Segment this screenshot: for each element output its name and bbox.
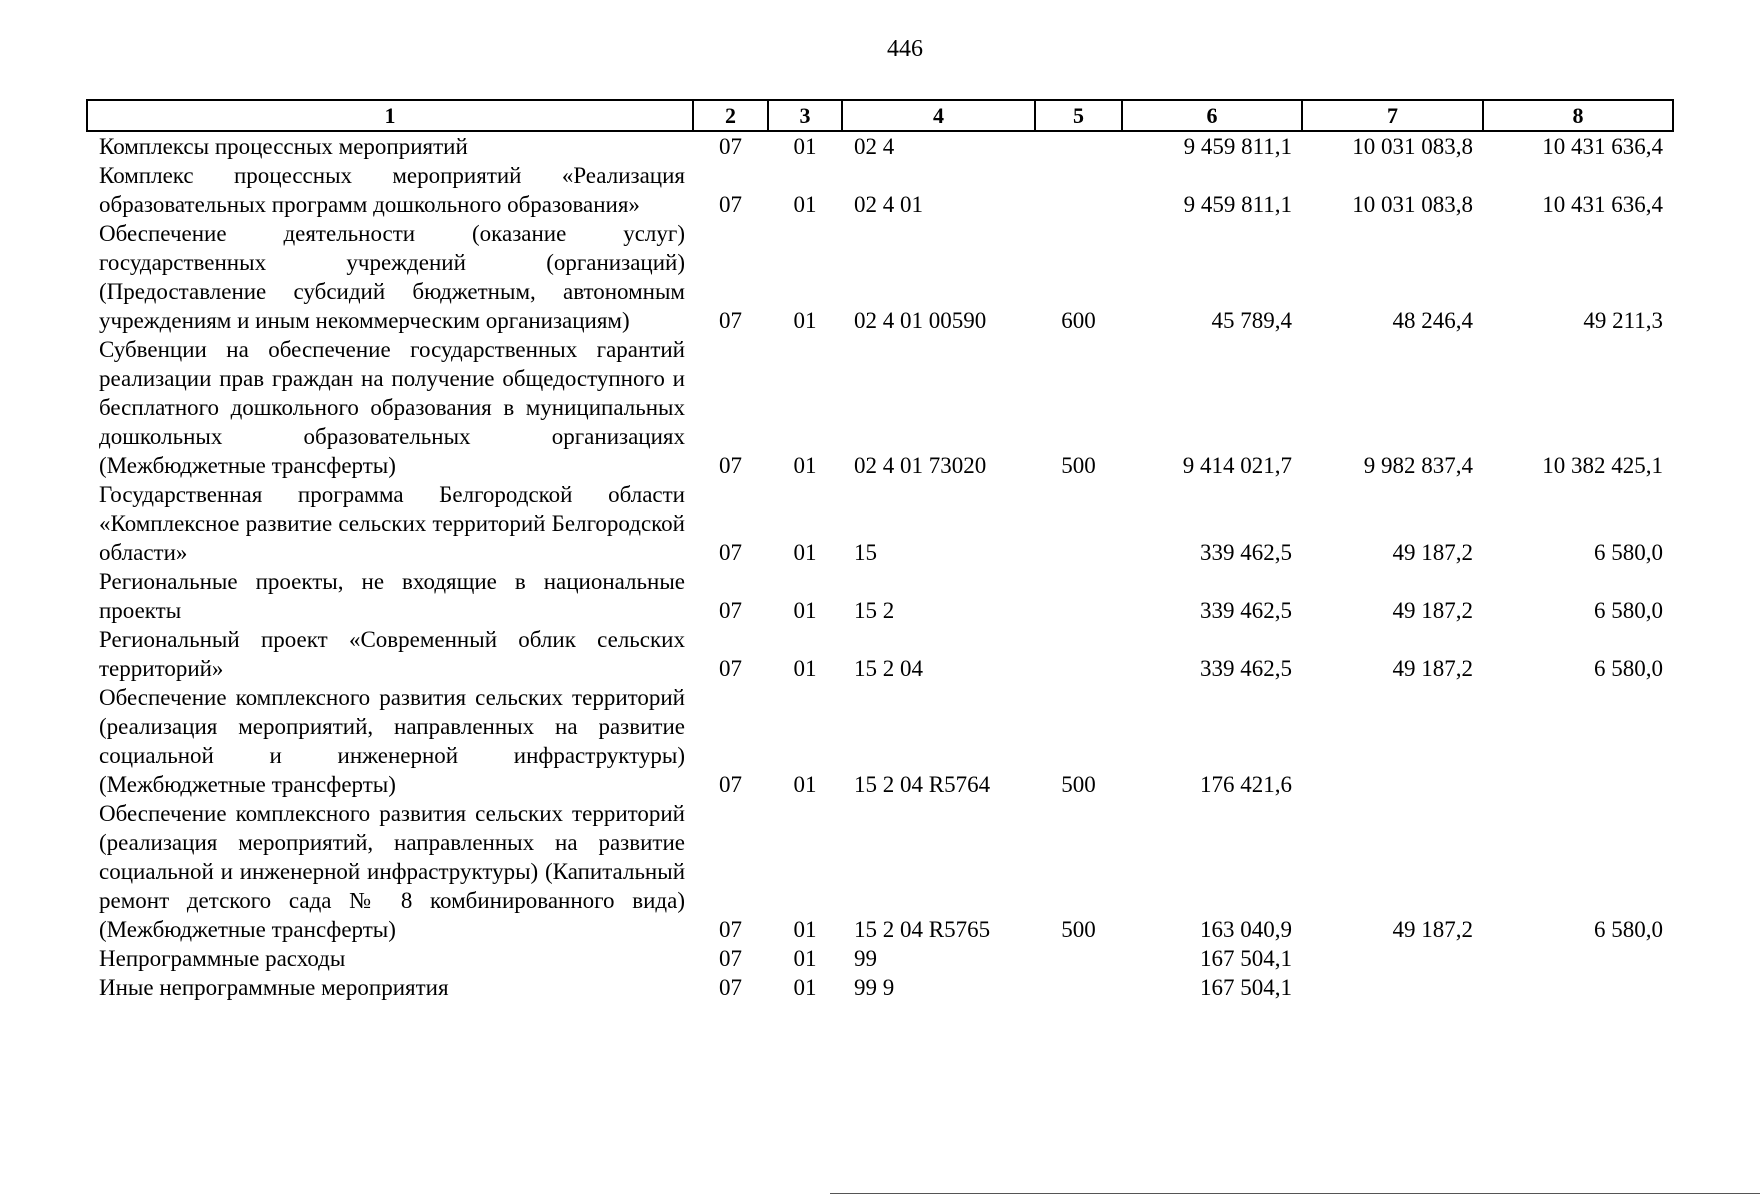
row-target-code: 15 2 04 R5764 bbox=[854, 772, 991, 797]
row-expense-type: 500 bbox=[1061, 772, 1096, 797]
row-expense-type bbox=[1035, 944, 1122, 973]
row-subsection: 01 bbox=[793, 453, 817, 478]
row-name: Субвенции на обеспечение государственных гарантий реализации прав граждан на получение общедоступного и бесплатного дошкольного образования в муниципальных дошкольных образовательных организациях (Межбюджетные трансферты) bbox=[99, 337, 685, 478]
row-expense-type bbox=[1035, 131, 1122, 161]
row-amount-7 bbox=[1302, 683, 1483, 799]
header-col-7: 7 bbox=[1302, 100, 1483, 131]
row-section: 07 bbox=[719, 540, 742, 565]
row-section: 07 bbox=[719, 192, 742, 217]
row-subsection: 01 bbox=[793, 975, 817, 1000]
row-name: Комплексы процессных мероприятий bbox=[99, 134, 468, 159]
row-section: 07 bbox=[719, 656, 742, 681]
row-name: Иные непрограммные мероприятия bbox=[99, 975, 449, 1000]
table-row bbox=[87, 131, 1673, 161]
row-expense-type bbox=[1035, 161, 1122, 219]
row-expense-type: 600 bbox=[1061, 308, 1096, 333]
row-amount-7: 48 246,4 bbox=[1392, 308, 1473, 333]
table-row bbox=[87, 683, 1673, 799]
table-row bbox=[87, 480, 1673, 567]
row-section: 07 bbox=[719, 975, 742, 1000]
row-name: Обеспечение деятельности (оказание услуг) государственных учреждений (организаций) (Предоставление субсидий бюджетным, автономным учреждениям и иным некоммерческим организациям) bbox=[99, 221, 685, 333]
row-section: 07 bbox=[719, 453, 742, 478]
header-col-5: 5 bbox=[1035, 100, 1122, 131]
row-subsection: 01 bbox=[793, 598, 817, 623]
table-row bbox=[87, 161, 1673, 219]
header-col-4: 4 bbox=[842, 100, 1035, 131]
row-amount-7: 49 187,2 bbox=[1392, 598, 1473, 623]
row-name: Региональные проекты, не входящие в национальные проекты bbox=[99, 569, 685, 623]
table-row bbox=[87, 625, 1673, 683]
row-subsection: 01 bbox=[793, 917, 817, 942]
row-amount-8: 6 580,0 bbox=[1594, 598, 1663, 623]
row-name: Обеспечение комплексного развития сельских территорий (реализация мероприятий, направленных на развитие социальной и инженерной инфраструктуры) (Капитальный ремонт детского сада № 8 комбинированного вида) (Межбюджетные трансферты) bbox=[99, 801, 685, 942]
table-row bbox=[87, 335, 1673, 480]
row-section: 07 bbox=[719, 917, 742, 942]
row-amount-6: 167 504,1 bbox=[1200, 946, 1292, 971]
table-row bbox=[87, 944, 1673, 973]
row-name: Государственная программа Белгородской области «Комплексное развитие сельских территорий Белгородской области» bbox=[99, 482, 685, 565]
row-amount-8: 10 431 636,4 bbox=[1542, 192, 1663, 217]
row-expense-type bbox=[1035, 625, 1122, 683]
row-subsection: 01 bbox=[793, 656, 817, 681]
row-target-code: 02 4 01 73020 bbox=[854, 453, 987, 478]
row-subsection: 01 bbox=[793, 192, 817, 217]
row-expense-type: 500 bbox=[1061, 453, 1096, 478]
row-name: Региональный проект «Современный облик сельских территорий» bbox=[99, 627, 685, 681]
header-col-1: 1 bbox=[87, 100, 693, 131]
row-target-code: 99 9 bbox=[854, 975, 895, 1000]
row-target-code: 15 2 04 R5765 bbox=[854, 917, 991, 942]
row-amount-6: 167 504,1 bbox=[1200, 975, 1292, 1000]
row-amount-8 bbox=[1483, 683, 1673, 799]
table-row bbox=[87, 567, 1673, 625]
row-target-code: 15 bbox=[854, 540, 877, 565]
row-amount-8: 6 580,0 bbox=[1594, 540, 1663, 565]
row-amount-6: 9 414 021,7 bbox=[1182, 453, 1292, 478]
budget-table bbox=[86, 99, 1674, 1002]
header-row bbox=[87, 100, 1673, 131]
row-amount-6: 163 040,9 bbox=[1200, 917, 1292, 942]
row-expense-type bbox=[1035, 973, 1122, 1002]
row-amount-8: 6 580,0 bbox=[1594, 917, 1663, 942]
row-amount-8: 49 211,3 bbox=[1583, 308, 1663, 333]
row-target-code: 02 4 01 00590 bbox=[854, 308, 987, 333]
row-expense-type: 500 bbox=[1061, 917, 1096, 942]
row-section: 07 bbox=[719, 134, 742, 159]
row-subsection: 01 bbox=[793, 540, 817, 565]
table-row bbox=[87, 973, 1673, 1002]
row-name: Обеспечение комплексного развития сельских территорий (реализация мероприятий, направленных на развитие социальной и инженерной инфраструктуры) (Межбюджетные трансферты) bbox=[99, 685, 685, 797]
row-amount-8 bbox=[1483, 944, 1673, 973]
row-amount-6: 9 459 811,1 bbox=[1183, 134, 1292, 159]
row-target-code: 15 2 04 bbox=[854, 656, 923, 681]
row-amount-6: 339 462,5 bbox=[1200, 540, 1292, 565]
row-subsection: 01 bbox=[793, 946, 817, 971]
row-section: 07 bbox=[719, 946, 742, 971]
row-amount-8 bbox=[1483, 973, 1673, 1002]
row-amount-8: 10 431 636,4 bbox=[1542, 134, 1663, 159]
header-col-8: 8 bbox=[1483, 100, 1673, 131]
row-target-code: 99 bbox=[854, 946, 877, 971]
row-expense-type bbox=[1035, 480, 1122, 567]
table-body bbox=[87, 131, 1673, 1002]
row-amount-8: 6 580,0 bbox=[1594, 656, 1663, 681]
row-amount-7: 9 982 837,4 bbox=[1363, 453, 1473, 478]
row-amount-7: 49 187,2 bbox=[1392, 917, 1473, 942]
row-amount-7: 10 031 083,8 bbox=[1352, 192, 1473, 217]
row-amount-7: 49 187,2 bbox=[1392, 540, 1473, 565]
header-col-3: 3 bbox=[768, 100, 842, 131]
row-section: 07 bbox=[719, 308, 742, 333]
row-expense-type bbox=[1035, 567, 1122, 625]
header-col-2: 2 bbox=[693, 100, 768, 131]
page-number: 446 bbox=[887, 36, 923, 62]
page-edge-line bbox=[830, 1193, 1760, 1194]
row-name: Комплекс процессных мероприятий «Реализация образовательных программ дошкольного образования» bbox=[99, 163, 685, 217]
row-amount-6: 45 789,4 bbox=[1211, 308, 1292, 333]
row-amount-7 bbox=[1302, 973, 1483, 1002]
row-subsection: 01 bbox=[793, 772, 817, 797]
row-amount-7 bbox=[1302, 944, 1483, 973]
row-amount-6: 339 462,5 bbox=[1200, 656, 1292, 681]
table-row bbox=[87, 799, 1673, 944]
row-subsection: 01 bbox=[793, 134, 817, 159]
row-target-code: 02 4 01 bbox=[854, 192, 923, 217]
row-amount-6: 9 459 811,1 bbox=[1183, 192, 1292, 217]
row-section: 07 bbox=[719, 598, 742, 623]
row-amount-7: 49 187,2 bbox=[1392, 656, 1473, 681]
table-row bbox=[87, 219, 1673, 335]
row-subsection: 01 bbox=[793, 308, 817, 333]
row-name: Непрограммные расходы bbox=[99, 946, 346, 971]
row-target-code: 15 2 bbox=[854, 598, 895, 623]
row-amount-6: 339 462,5 bbox=[1200, 598, 1292, 623]
row-amount-7: 10 031 083,8 bbox=[1352, 134, 1473, 159]
header-col-6: 6 bbox=[1122, 100, 1302, 131]
row-target-code: 02 4 bbox=[854, 134, 895, 159]
row-section: 07 bbox=[719, 772, 742, 797]
row-amount-6: 176 421,6 bbox=[1200, 772, 1292, 797]
row-amount-8: 10 382 425,1 bbox=[1542, 453, 1663, 478]
